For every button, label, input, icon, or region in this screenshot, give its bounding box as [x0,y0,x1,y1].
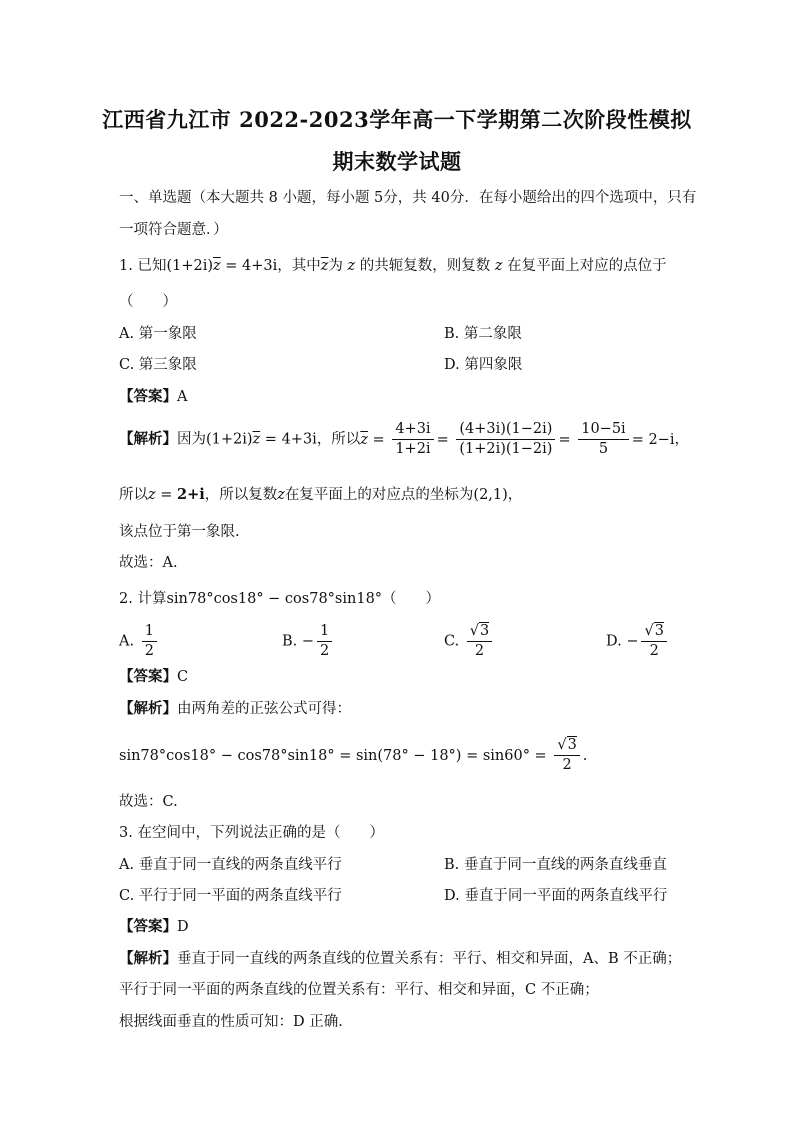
question-2-stem: 2. 计算sin78°cos18° − cos78°sin18°（ ） [119,591,441,607]
q3-option-b: B. 垂直于同一直线的两条直线垂直 [444,857,667,873]
question-number: 3. [119,825,133,841]
q2-conclusion: 故选：C. [119,794,178,810]
q3-option-c: C. 平行于同一平面的两条直线平行 [119,888,342,904]
question-number: 1. [119,258,133,274]
q2-option-c: C. $\frac{√3}{2}$ [444,622,495,661]
q1-analysis-2: 所以z = 2+i，所以复数z在复平面上的对应点的坐标为(2,1)， [119,486,523,503]
q1-answer: 【答案】A [119,388,188,405]
section-header-cont: 一项符合题意．） [119,222,228,238]
q1-analysis: 【解析】因为$(1+2i)\overline{z} = 4+3i$，所以$\overline{z}$ = $\frac{4+3i}{1+2i}$ = $\frac{(4+3i)(1-2i)}{(1+2i)(1-2i)}$ = $\frac{10-5i}{5}$ = 2−i， [119,421,689,457]
q2-option-d: D. − $\frac{√3}{2}$ [606,622,670,661]
q2-option-a: A. $\frac{1}{2}$ [119,622,160,661]
exam-title-line1: 江西省九江市 2022-2023学年高一下学期第二次阶段性模拟 [102,107,692,132]
q2-derivation: sin78°cos18° − cos78°sin18° = sin(78° − 18°) = sin60° = $\frac{√3}{2}$ . [119,737,588,773]
q2-analysis: 【解析】由两角差的正弦公式可得： [119,700,351,717]
q1-option-d: D. 第四象限 [444,357,523,373]
q1-option-b: B. 第二象限 [444,326,522,342]
question-number: 2. [119,591,133,607]
q3-analysis: 【解析】垂直于同一直线的两条直线的位置关系有：平行、相交和异面，A、B 不正确； [119,950,682,967]
q3-option-d: D. 垂直于同一平面的两条直线平行 [444,888,668,904]
q1-option-a: A. 第一象限 [119,326,197,342]
exam-title-line2: 期末数学试题 [332,149,462,174]
question-1-stem: 1. 已知$(1+2i)\overline{z} = 4+3i$，其中$\overline{z}$为 z 的共轭复数，则复数 z 在复平面上对应的点位于 [119,258,667,274]
q1-analysis-3: 该点位于第一象限. [119,524,240,540]
q1-conclusion: 故选：A. [119,555,178,571]
q2-option-b: B. − $\frac{1}{2}$ [282,622,335,661]
q1-option-c: C. 第三象限 [119,357,197,373]
q3-answer: 【答案】D [119,918,189,935]
math-expression: $(1+2i)\overline{z} = 4+3i$ [166,258,278,274]
question-1-paren: （ ） [119,294,177,310]
q3-analysis-2: 平行于同一平面的两条直线的位置关系有：平行、相交和异面，C 不正确； [119,982,599,998]
question-3-stem: 3. 在空间中，下列说法正确的是（ ） [119,825,384,841]
q2-answer: 【答案】C [119,668,189,685]
q3-analysis-3: 根据线面垂直的性质可知：D 正确. [119,1014,343,1030]
section-header: 一、单选题（本大题共 8 小题，每小题 5分，共 40分．在每小题给出的四个选项中，只有 [119,190,697,206]
q3-option-a: A. 垂直于同一直线的两条直线平行 [119,857,342,873]
